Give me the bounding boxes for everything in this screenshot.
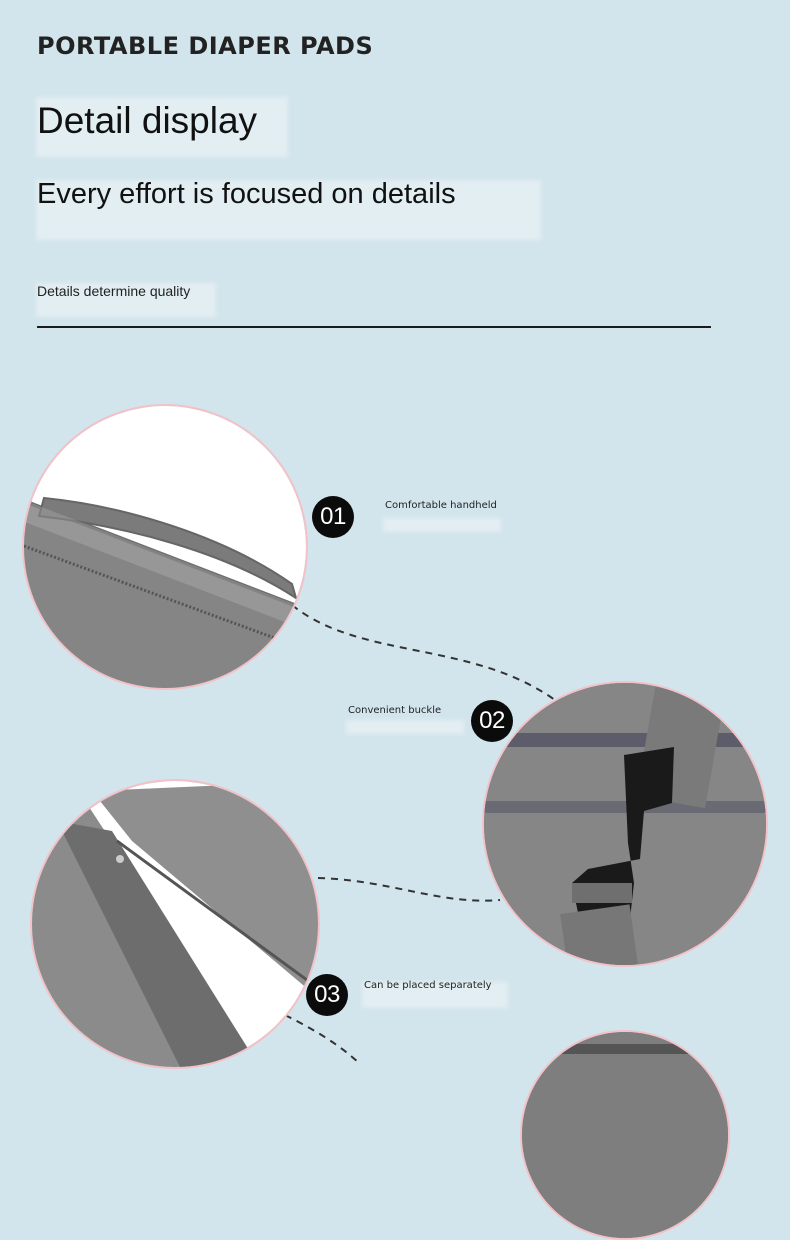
brand-heading: PORTABLE DIAPER PADS <box>37 32 374 60</box>
handle-illustration <box>24 406 308 690</box>
detail-badge-01: 01 <box>312 496 354 538</box>
tagline: Details determine quality <box>37 283 191 299</box>
detail-label-01: Comfortable handheld <box>385 500 497 511</box>
partial-illustration <box>522 1032 730 1240</box>
detail-label-02: Convenient buckle <box>348 705 442 716</box>
connector-line-2 <box>318 878 500 901</box>
connector-line-1 <box>292 605 555 700</box>
connector-line-3 <box>285 1015 360 1064</box>
detail-image-partial <box>520 1030 730 1240</box>
page-subtitle: Every effort is focused on details <box>37 178 456 210</box>
label-underlay-01 <box>383 518 501 532</box>
detail-badge-03: 03 <box>306 974 348 1016</box>
detail-label-03: Can be placed separately <box>364 980 492 991</box>
detail-image-buckle <box>482 681 768 967</box>
detail-image-compartment <box>30 779 320 1069</box>
buckle-illustration <box>484 683 768 967</box>
compartment-illustration <box>32 781 320 1069</box>
detail-badge-02: 02 <box>471 700 513 742</box>
label-underlay-02 <box>346 720 464 734</box>
detail-image-handle <box>22 404 308 690</box>
page-title: Detail display <box>37 100 258 141</box>
